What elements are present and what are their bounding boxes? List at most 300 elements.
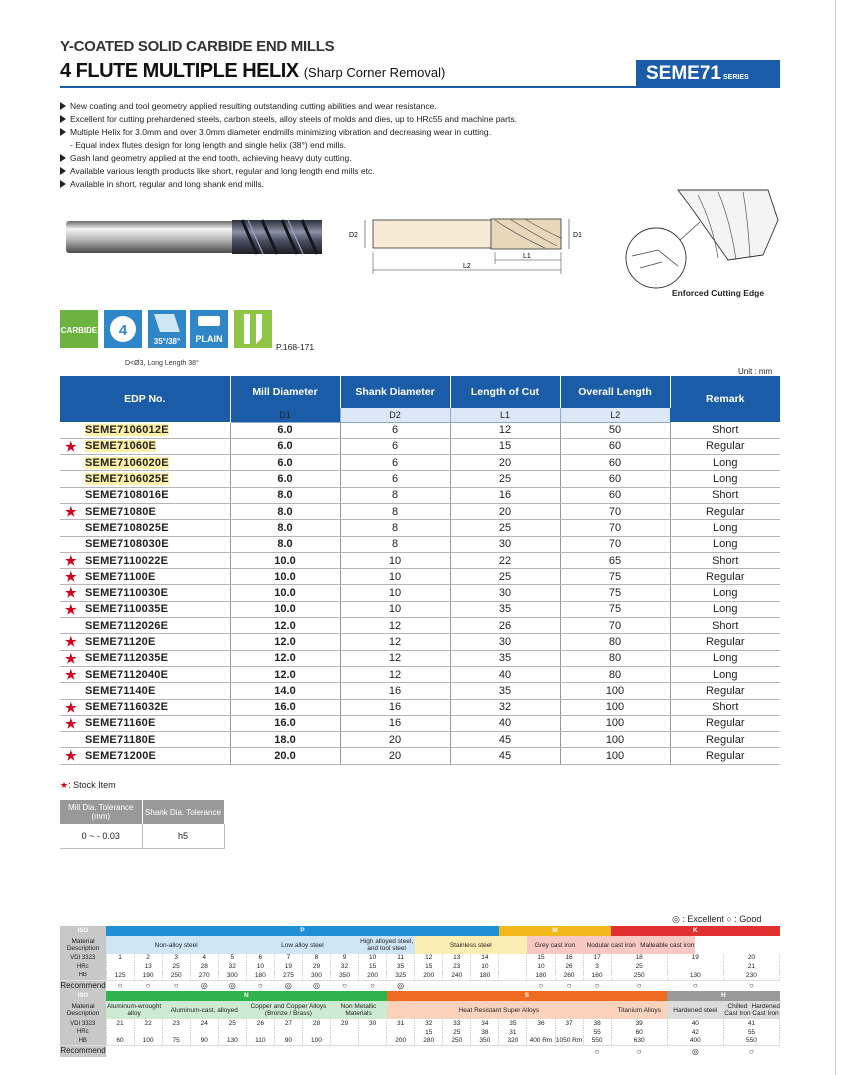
edp-number: SEME71140E [85, 684, 156, 697]
material-description: Malleable cast iron [639, 936, 695, 954]
material-description: Nodular cast iron [583, 936, 639, 954]
rec-label: Recommend [60, 1046, 106, 1056]
svg-text:35°/38°: 35°/38° [153, 337, 181, 346]
table-row [60, 748, 780, 764]
table-row [60, 503, 780, 519]
rec-cell: ○ [723, 980, 779, 991]
page-reference: P.168-171 [276, 342, 315, 352]
material-description: Non Metallic Materials [331, 1001, 387, 1019]
dim-d2-label: D2 [349, 232, 358, 239]
vdi-cell: 30 [359, 1019, 387, 1028]
hrc-cell: 19 [274, 963, 302, 972]
end-mill-photo [62, 218, 324, 256]
hb-cell: 325 [387, 972, 415, 981]
rec-cell: ○ [331, 980, 359, 991]
rec-cell [331, 1046, 359, 1057]
vdi-cell: 9 [331, 954, 359, 963]
mill-diameter-cell: 16.0 [230, 715, 340, 731]
hrc-cell: 42 [667, 1028, 723, 1037]
edp-cell [60, 748, 230, 764]
star-icon: ★ [65, 715, 77, 731]
star-icon: ★ [65, 438, 77, 454]
star-icon: ★ [65, 585, 77, 601]
edp-cell [60, 503, 230, 519]
material-description: Copper and Copper Alloys (Bronze / Brass) [246, 1001, 330, 1019]
hb-cell: 125 [106, 972, 134, 981]
mill-diameter-cell: 10.0 [230, 601, 340, 617]
diameter-note: D<Ø3, Long Length 38° [125, 360, 199, 367]
rec-cell [555, 1046, 583, 1057]
rec-cell [443, 1046, 471, 1057]
vdi-cell: 18 [611, 954, 667, 963]
hrc-cell [387, 1028, 415, 1037]
triangle-bullet-icon [60, 154, 66, 162]
hb-cell: 270 [190, 972, 218, 981]
remark-cell: Short [670, 487, 780, 503]
edp-cell [60, 471, 230, 487]
hrc-cell: 55 [723, 1028, 779, 1037]
rec-cell [499, 980, 527, 991]
enforced-edge-drawing [618, 180, 788, 290]
vdi-cell: 11 [387, 954, 415, 963]
header-shank-diameter: Shank Diameter [340, 376, 450, 408]
vdi-cell: 2 [134, 954, 162, 963]
rec-cell: ◎ [218, 980, 246, 991]
hb-cell: 100 [302, 1037, 330, 1046]
overall-length-cell: 100 [560, 715, 670, 731]
vdi-cell: 10 [359, 954, 387, 963]
rec-cell [134, 1046, 162, 1057]
edp-cell [60, 601, 230, 617]
remark-cell: Regular [670, 748, 780, 764]
material-description: Heat Resistant Super Alloys [387, 1001, 612, 1019]
shank-diameter-cell: 10 [340, 585, 450, 601]
remark-cell: Long [670, 585, 780, 601]
table-row [60, 487, 780, 503]
rec-cell: ◎ [274, 980, 302, 991]
overall-length-cell: 70 [560, 618, 670, 634]
rec-cell: ○ [134, 980, 162, 991]
material-description: Aluminum-cast, alloyed [162, 1001, 246, 1019]
page-edge-rule [835, 0, 836, 1075]
header-remark: Remark [670, 376, 780, 422]
hrc-cell [106, 1028, 134, 1037]
hb-cell: 550 [583, 1037, 611, 1046]
shank-diameter-cell: 6 [340, 438, 450, 454]
hrc-cell: 10 [246, 963, 274, 972]
edp-number: SEME7106025E [85, 473, 169, 486]
hb-cell: 630 [611, 1037, 667, 1046]
length-of-cut-cell: 30 [450, 634, 560, 650]
edp-number: SEME71100E [85, 570, 156, 583]
hb-label: HB [60, 1037, 106, 1046]
vdi-cell: 8 [302, 954, 330, 963]
series-name: SEME71 [646, 63, 721, 84]
material-description: Low alloy steel [246, 936, 358, 954]
hrc-cell [246, 1028, 274, 1037]
recommend-row [60, 1046, 780, 1057]
vdi-cell: 13 [443, 954, 471, 963]
length-of-cut-cell: 25 [450, 520, 560, 536]
vdi-cell: 37 [555, 1019, 583, 1028]
hb-cell: 100 [134, 1037, 162, 1046]
hb-label: HB [60, 972, 106, 981]
hb-cell: 110 [246, 1037, 274, 1046]
edp-number: SEME7112040E [85, 668, 169, 681]
rec-cell [190, 1046, 218, 1057]
hb-cell: 160 [583, 972, 611, 981]
rec-cell [471, 1046, 499, 1057]
shank-diameter-cell: 12 [340, 650, 450, 666]
vdi-cell: 29 [331, 1019, 359, 1028]
symbol-l1: L1 [450, 408, 560, 422]
header-edp: EDP No. [60, 376, 230, 422]
mill-diameter-cell: 14.0 [230, 683, 340, 699]
rating-legend: ◎ : Excellent ○ : Good [672, 914, 762, 924]
hrc-cell [106, 963, 134, 972]
square-end-icon [234, 310, 272, 348]
hrc-cell: 13 [134, 963, 162, 972]
shank-diameter-cell: 6 [340, 471, 450, 487]
edp-number: SEME71180E [85, 733, 156, 746]
edp-cell [60, 536, 230, 552]
hrc-cell [274, 1028, 302, 1037]
svg-text:CARBIDE: CARBIDE [60, 326, 98, 335]
hrc-row [60, 963, 780, 972]
hb-cell: 240 [443, 972, 471, 981]
hb-cell: 1050 Rm [555, 1037, 583, 1045]
hrc-cell: 25 [443, 1028, 471, 1037]
mill-diameter-cell: 12.0 [230, 634, 340, 650]
remark-cell: Long [670, 471, 780, 487]
dimension-drawing [345, 210, 605, 280]
star-icon: ★ [65, 634, 77, 650]
rec-cell [527, 1046, 555, 1057]
four-flute-icon [104, 310, 142, 348]
edp-cell [60, 618, 230, 634]
hrc-cell: 38 [471, 1028, 499, 1037]
rec-cell [443, 980, 471, 991]
vdi-cell: 32 [415, 1019, 443, 1028]
vdi-cell: 39 [611, 1019, 667, 1028]
vdi-label: VDI 3323 [60, 1019, 106, 1028]
vdi-cell: 20 [723, 954, 779, 963]
edp-number: SEME71160E [85, 717, 156, 730]
rec-cell [106, 1046, 134, 1057]
iso-group-H: H [667, 991, 779, 1001]
overall-length-cell: 100 [560, 732, 670, 748]
mill-diameter-cell: 10.0 [230, 585, 340, 601]
hb-cell: 250 [611, 972, 667, 981]
mill-diameter-cell: 8.0 [230, 536, 340, 552]
iso-group-M: M [499, 926, 611, 936]
rec-cell [274, 1046, 302, 1057]
length-of-cut-cell: 45 [450, 748, 560, 764]
iso-label: ISO [60, 926, 106, 936]
rec-cell: ○ [583, 980, 611, 991]
hb-row [60, 972, 780, 981]
hb-cell: 250 [443, 1037, 471, 1046]
vdi-cell: 6 [246, 954, 274, 963]
length-of-cut-cell: 26 [450, 618, 560, 634]
tol-value-mill: 0 ~ - 0.03 [60, 824, 142, 848]
stock-legend: ★: Stock Item [60, 780, 116, 790]
mill-diameter-cell: 10.0 [230, 569, 340, 585]
shank-diameter-cell: 10 [340, 552, 450, 568]
mill-diameter-cell: 8.0 [230, 487, 340, 503]
hb-cell: 230 [723, 972, 779, 981]
edp-number: SEME7108030E [85, 538, 169, 551]
vdi-cell: 12 [415, 954, 443, 963]
shank-diameter-cell: 16 [340, 683, 450, 699]
length-of-cut-cell: 35 [450, 601, 560, 617]
rec-cell [471, 980, 499, 991]
rec-cell: ◎ [302, 980, 330, 991]
header-length-of-cut: Length of Cut [450, 376, 560, 408]
rec-label: Recommend [60, 980, 106, 990]
overall-length-cell: 75 [560, 569, 670, 585]
edge-caption: Enforced Cutting Edge [672, 288, 765, 298]
hrc-cell [134, 1028, 162, 1037]
material-description: Hardened Cast Iron [751, 1003, 780, 1018]
rec-cell: ○ [527, 980, 555, 991]
star-icon: ★ [65, 666, 77, 682]
edp-number: SEME71080E [85, 505, 157, 518]
vdi-cell: 3 [162, 954, 190, 963]
material-table [60, 926, 780, 1057]
vdi-cell: 23 [162, 1019, 190, 1028]
rec-cell: ○ [555, 980, 583, 991]
recommend-row [60, 980, 780, 991]
hrc-cell [359, 1028, 387, 1037]
edp-number: SEME7110022E [85, 554, 169, 567]
rec-cell [415, 1046, 443, 1057]
material-description: Non-alloy steel [106, 936, 246, 954]
overall-length-cell: 60 [560, 438, 670, 454]
hrc-cell: 10 [471, 963, 499, 972]
mill-diameter-cell: 20.0 [230, 748, 340, 764]
iso-group-P: P [106, 926, 499, 936]
description-label: Material Description [60, 1001, 106, 1019]
carbide-icon [60, 310, 98, 348]
edp-cell [60, 666, 230, 682]
product-category: Y-COATED SOLID CARBIDE END MILLS [60, 38, 335, 55]
hrc-cell [190, 1028, 218, 1037]
length-of-cut-cell: 12 [450, 422, 560, 438]
material-description: Grey cast iron [527, 936, 583, 954]
hb-cell: 190 [134, 972, 162, 981]
hrc-cell: 15 [415, 963, 443, 972]
shank-diameter-cell: 16 [340, 715, 450, 731]
material-description: Stainless steel [415, 936, 527, 954]
length-of-cut-cell: 40 [450, 715, 560, 731]
length-of-cut-cell: 25 [450, 569, 560, 585]
vdi-cell: 4 [190, 954, 218, 963]
hrc-cell: 32 [218, 963, 246, 972]
edp-number: SEME7110030E [85, 587, 169, 600]
description-row [60, 1001, 780, 1019]
edp-number: SEME7112035E [85, 652, 169, 665]
tol-header-mill: Mill Dia. Tolerance (mm) [60, 800, 142, 824]
vdi-cell: 24 [190, 1019, 218, 1028]
table-row [60, 618, 780, 634]
rec-cell [246, 1046, 274, 1057]
mill-diameter-cell: 10.0 [230, 552, 340, 568]
product-table [60, 376, 780, 765]
overall-length-cell: 70 [560, 520, 670, 536]
length-of-cut-cell: 16 [450, 487, 560, 503]
table-row [60, 536, 780, 552]
edp-number: SEME71120E [85, 636, 156, 648]
overall-length-cell: 60 [560, 455, 670, 471]
hrc-cell: 29 [302, 963, 330, 972]
triangle-bullet-icon [60, 128, 66, 136]
mill-diameter-cell: 18.0 [230, 732, 340, 748]
plain-shank-icon [190, 310, 228, 348]
vdi-cell [499, 954, 527, 963]
shank-diameter-cell: 16 [340, 699, 450, 715]
rec-cell: ◎ [190, 980, 218, 991]
hrc-cell [667, 963, 723, 972]
helix-angle-icon [148, 310, 186, 348]
series-suffix: SERIES [722, 74, 749, 81]
shank-diameter-cell: 20 [340, 732, 450, 748]
hb-cell [331, 1037, 359, 1046]
rec-cell: ○ [359, 980, 387, 991]
overall-length-cell: 60 [560, 471, 670, 487]
description-row [60, 936, 780, 954]
overall-length-cell: 75 [560, 601, 670, 617]
remark-cell: Short [670, 618, 780, 634]
rec-cell [302, 1046, 330, 1057]
dim-l1-label: L1 [523, 253, 531, 260]
rec-cell: ○ [723, 1046, 779, 1057]
vdi-cell: 34 [471, 1019, 499, 1028]
vdi-cell: 16 [555, 954, 583, 963]
hrc-cell: 25 [611, 963, 667, 972]
edp-cell [60, 650, 230, 666]
table-row [60, 585, 780, 601]
rec-cell [415, 980, 443, 991]
vdi-cell: 22 [134, 1019, 162, 1028]
shank-diameter-cell: 10 [340, 569, 450, 585]
feature-item: Excellent for cutting prehardened steels, carbon steels, alloy steels of molds and dies, up to HRc55 and machine parts. [60, 113, 517, 126]
overall-length-cell: 75 [560, 585, 670, 601]
vdi-cell: 36 [527, 1019, 555, 1028]
shank-diameter-cell: 12 [340, 666, 450, 682]
hrc-cell [162, 1028, 190, 1037]
star-icon: ★ [65, 552, 77, 568]
header-mill-diameter: Mill Diameter [230, 376, 340, 408]
vdi-cell: 21 [106, 1019, 134, 1028]
tol-header-shank: Shank Dia. Tolerance [142, 800, 224, 824]
table-row [60, 683, 780, 699]
vdi-cell: 19 [667, 954, 723, 963]
symbol-d1: D1 [230, 408, 340, 422]
remark-cell: Regular [670, 634, 780, 650]
edp-number: SEME7106020E [85, 456, 169, 469]
vdi-cell: 7 [274, 954, 302, 963]
hrc-cell: 26 [555, 963, 583, 972]
hrc-cell [331, 1028, 359, 1037]
table-row [60, 569, 780, 585]
dim-l2-label: L2 [463, 263, 471, 270]
header-overall-length: Overall Length [560, 376, 670, 408]
rec-cell [218, 1046, 246, 1057]
hrc-cell: 35 [387, 963, 415, 972]
hb-cell: 200 [415, 972, 443, 981]
overall-length-cell: 65 [560, 552, 670, 568]
edp-cell [60, 422, 230, 438]
edp-cell [60, 487, 230, 503]
hrc-cell: 28 [190, 963, 218, 972]
material-description: Hardened steel [667, 1001, 723, 1019]
overall-length-cell: 80 [560, 666, 670, 682]
hrc-cell: 23 [443, 963, 471, 972]
unit-label: Unit : mm [738, 367, 773, 376]
vdi-cell: 28 [302, 1019, 330, 1028]
edp-number: SEME7108016E [85, 489, 169, 502]
hb-cell: 400 [667, 1037, 723, 1046]
symbol-l2: L2 [560, 408, 670, 422]
hb-cell: 130 [667, 972, 723, 981]
mill-diameter-cell: 16.0 [230, 699, 340, 715]
feature-item: Multiple Helix for 3.0mm and over 3.0mm diameter endmills minimizing vibration and decreasing wear in cutting. [60, 126, 517, 139]
hrc-cell: 21 [723, 963, 779, 972]
edp-cell [60, 585, 230, 601]
rec-cell: ◎ [667, 1046, 723, 1057]
remark-cell: Long [670, 601, 780, 617]
overall-length-cell: 60 [560, 487, 670, 503]
length-of-cut-cell: 20 [450, 455, 560, 471]
hb-cell: 300 [218, 972, 246, 981]
table-row [60, 552, 780, 568]
hrc-cell: 25 [162, 963, 190, 972]
hrc-cell: 3 [583, 963, 611, 972]
iso-group-N: N [106, 991, 387, 1001]
material-description: High alloyed steel, and tool steel [360, 938, 414, 952]
overall-length-cell: 50 [560, 422, 670, 438]
overall-length-cell: 100 [560, 748, 670, 764]
star-icon: ★ [65, 601, 77, 617]
iso-row [60, 926, 780, 936]
hb-cell: 75 [162, 1037, 190, 1046]
tolerance-table [60, 800, 225, 849]
rec-cell [359, 1046, 387, 1057]
material-description: Aluminum-wrought alloy [106, 1003, 162, 1018]
feature-list [60, 100, 517, 191]
remark-cell: Short [670, 422, 780, 438]
rec-cell [499, 1046, 527, 1057]
length-of-cut-cell: 15 [450, 438, 560, 454]
hrc-cell: 31 [499, 1028, 527, 1037]
remark-cell: Regular [670, 569, 780, 585]
star-icon: ★ [65, 650, 77, 666]
hb-cell [359, 1037, 387, 1046]
hrc-label: HRc [60, 963, 106, 972]
hb-cell: 275 [274, 972, 302, 981]
hrc-row [60, 1028, 780, 1037]
mill-diameter-cell: 6.0 [230, 455, 340, 471]
hrc-cell [527, 1028, 555, 1037]
shank-diameter-cell: 6 [340, 422, 450, 438]
mill-diameter-cell: 12.0 [230, 666, 340, 682]
edp-number: SEME7108025E [85, 521, 169, 534]
symbol-d2: D2 [340, 408, 450, 422]
shank-diameter-cell: 12 [340, 618, 450, 634]
tol-value-shank: h5 [142, 824, 224, 848]
hb-cell: 250 [162, 972, 190, 981]
